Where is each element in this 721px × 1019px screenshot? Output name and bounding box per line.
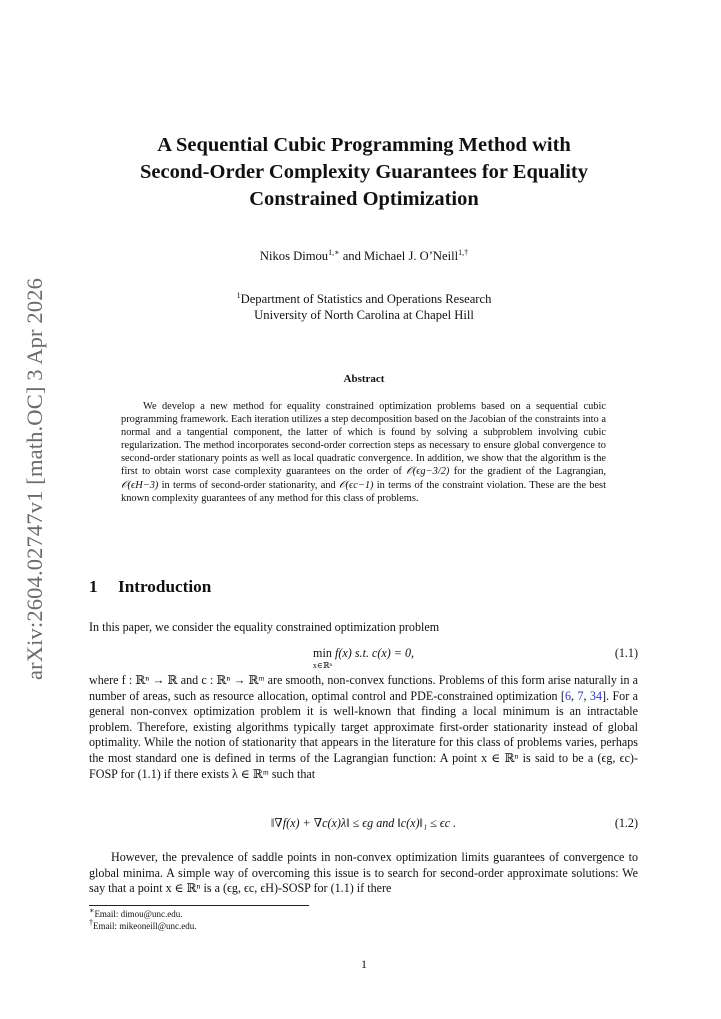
page-number: 1 xyxy=(361,957,367,971)
author-2: Michael J. O’Neill xyxy=(364,249,459,263)
abstract-text-3: in terms of second-order stationarity, and xyxy=(158,479,340,491)
paragraph-2-text-1: where f : ℝⁿ → ℝ and c : ℝⁿ → ℝᵐ are smooth, non-convex functions. Problems of this form arise naturally in a number of areas, such as resource allocation, optimal control and PDE-constrained optimization [ xyxy=(89,673,638,703)
equation-1-2-number: (1.2) xyxy=(614,816,638,830)
footnote-1-text: Email: dimou@unc.edu. xyxy=(94,909,183,919)
paragraph-2-text-2: ]. For a general non-convex optimization problem it is well-known that finding a local minimum is an intractable problem. Therefore, existing algorithms typically target approximate first-order stationarity instead of global optimality. While the notion of stationarity that appears in the literature for this class of problems varies, perhaps the most standard one is defined in terms of the Lagrangian function: A point x ∈ ℝⁿ is said to be a (ϵg, ϵc)-FOSP for (1.1) if there exists λ ∈ ℝᵐ such that xyxy=(89,688,639,781)
author-1: Nikos Dimou xyxy=(259,249,329,263)
author-1-marks: 1,∗ xyxy=(328,247,340,257)
section-title: Introduction xyxy=(118,577,212,596)
abstract-math-2: 𝒪(ϵH−3) xyxy=(121,479,159,491)
equation-1-1-expression xyxy=(89,646,638,670)
equation-1-2 xyxy=(89,816,638,840)
section-number: 1 xyxy=(89,577,98,596)
equation-1-1-min: min xyxy=(313,646,332,660)
footnote-2 xyxy=(89,918,197,932)
citation-6[interactable]: 6 xyxy=(564,688,572,703)
abstract-text-2: for the gradient of the Lagrangian, xyxy=(449,466,606,478)
affiliation xyxy=(60,291,668,323)
intro-sentence xyxy=(89,620,638,636)
author-2-marks: 1,† xyxy=(458,247,469,257)
title-line-2: Second-Order Complexity Guarantees for Equality xyxy=(140,161,588,183)
arxiv-stamp: arXiv:2604.02747v1 [math.OC] 3 Apr 2026 xyxy=(22,277,47,681)
affiliation-line-2: University of North Carolina at Chapel Hill xyxy=(254,308,474,322)
equation-1-1-sub: x∈ℝⁿ xyxy=(312,661,333,670)
footnote-2-mark: † xyxy=(89,918,93,927)
paper-title xyxy=(60,132,668,213)
footnote-1 xyxy=(89,906,183,920)
authors xyxy=(60,248,668,264)
section-heading xyxy=(89,577,211,597)
abstract-text-1: We develop a new method for equality constrained optimization problems based on a sequential cubic programming framework. Each iteration utilizes a step decomposition based on the Jacobian of the constraints into a normal and a tangential component, the latter of which is found by solving a subproblem involving cubic regularization. The method incorporates second-order correction steps as necessary to ensure global convergence to second-order stationary points as well as local quadratic convergence. In addition, we show that the algorithm is the first to obtain worst case complexity guarantees on the order of xyxy=(121,401,606,478)
abstract-text-4: in terms of the constraint violation. These are the best known complexity guarantees of any method for this class of problems. xyxy=(121,479,606,504)
affiliation-mark: 1 xyxy=(236,290,241,300)
abstract-math-1: 𝒪(ϵg−3/2) xyxy=(406,466,450,478)
abstract-heading: Abstract xyxy=(343,373,385,385)
citation-34[interactable]: 34 xyxy=(589,688,602,703)
paragraph-2 xyxy=(89,673,638,782)
intro-sentence-text: In this paper, we consider the equality constrained optimization problem xyxy=(89,620,440,634)
paragraph-3 xyxy=(89,850,638,897)
affiliation-line-1: Department of Statistics and Operations Research xyxy=(240,292,492,306)
citation-7[interactable]: 7 xyxy=(577,688,584,703)
footnote-rule xyxy=(89,905,309,906)
abstract-math-3: 𝒪(ϵc−1) xyxy=(339,479,374,491)
footnote-1-mark: ∗ xyxy=(89,906,95,915)
title-line-3: Constrained Optimization xyxy=(249,188,479,210)
citation-separator-2: , xyxy=(583,688,590,703)
equation-1-1-number: (1.1) xyxy=(614,646,638,660)
abstract-body xyxy=(121,400,606,505)
citation-separator-1: , xyxy=(571,688,578,703)
author-conjunction: and xyxy=(339,249,365,263)
footnote-2-text: Email: mikeoneill@unc.edu. xyxy=(93,921,197,931)
paragraph-3-text: However, the prevalence of saddle points in non-convex optimization limits guarantees of convergence to global minima. A simple way of overcoming this issue is to search for second-order approximate solutions: We say that a point x ∈ ℝⁿ is a (ϵg, ϵc, ϵH)-SOSP for (1.1) if there xyxy=(89,850,638,896)
equation-1-2-expression: ‖∇f(x) + ∇c(x)λ‖ ≤ ϵg and ‖c(x)‖₁ ≤ ϵc . xyxy=(270,816,457,830)
equation-1-1-body: f(x) s.t. c(x) = 0, xyxy=(335,646,415,660)
title-line-1: A Sequential Cubic Programming Method with xyxy=(157,134,571,156)
equation-1-1 xyxy=(89,646,638,670)
